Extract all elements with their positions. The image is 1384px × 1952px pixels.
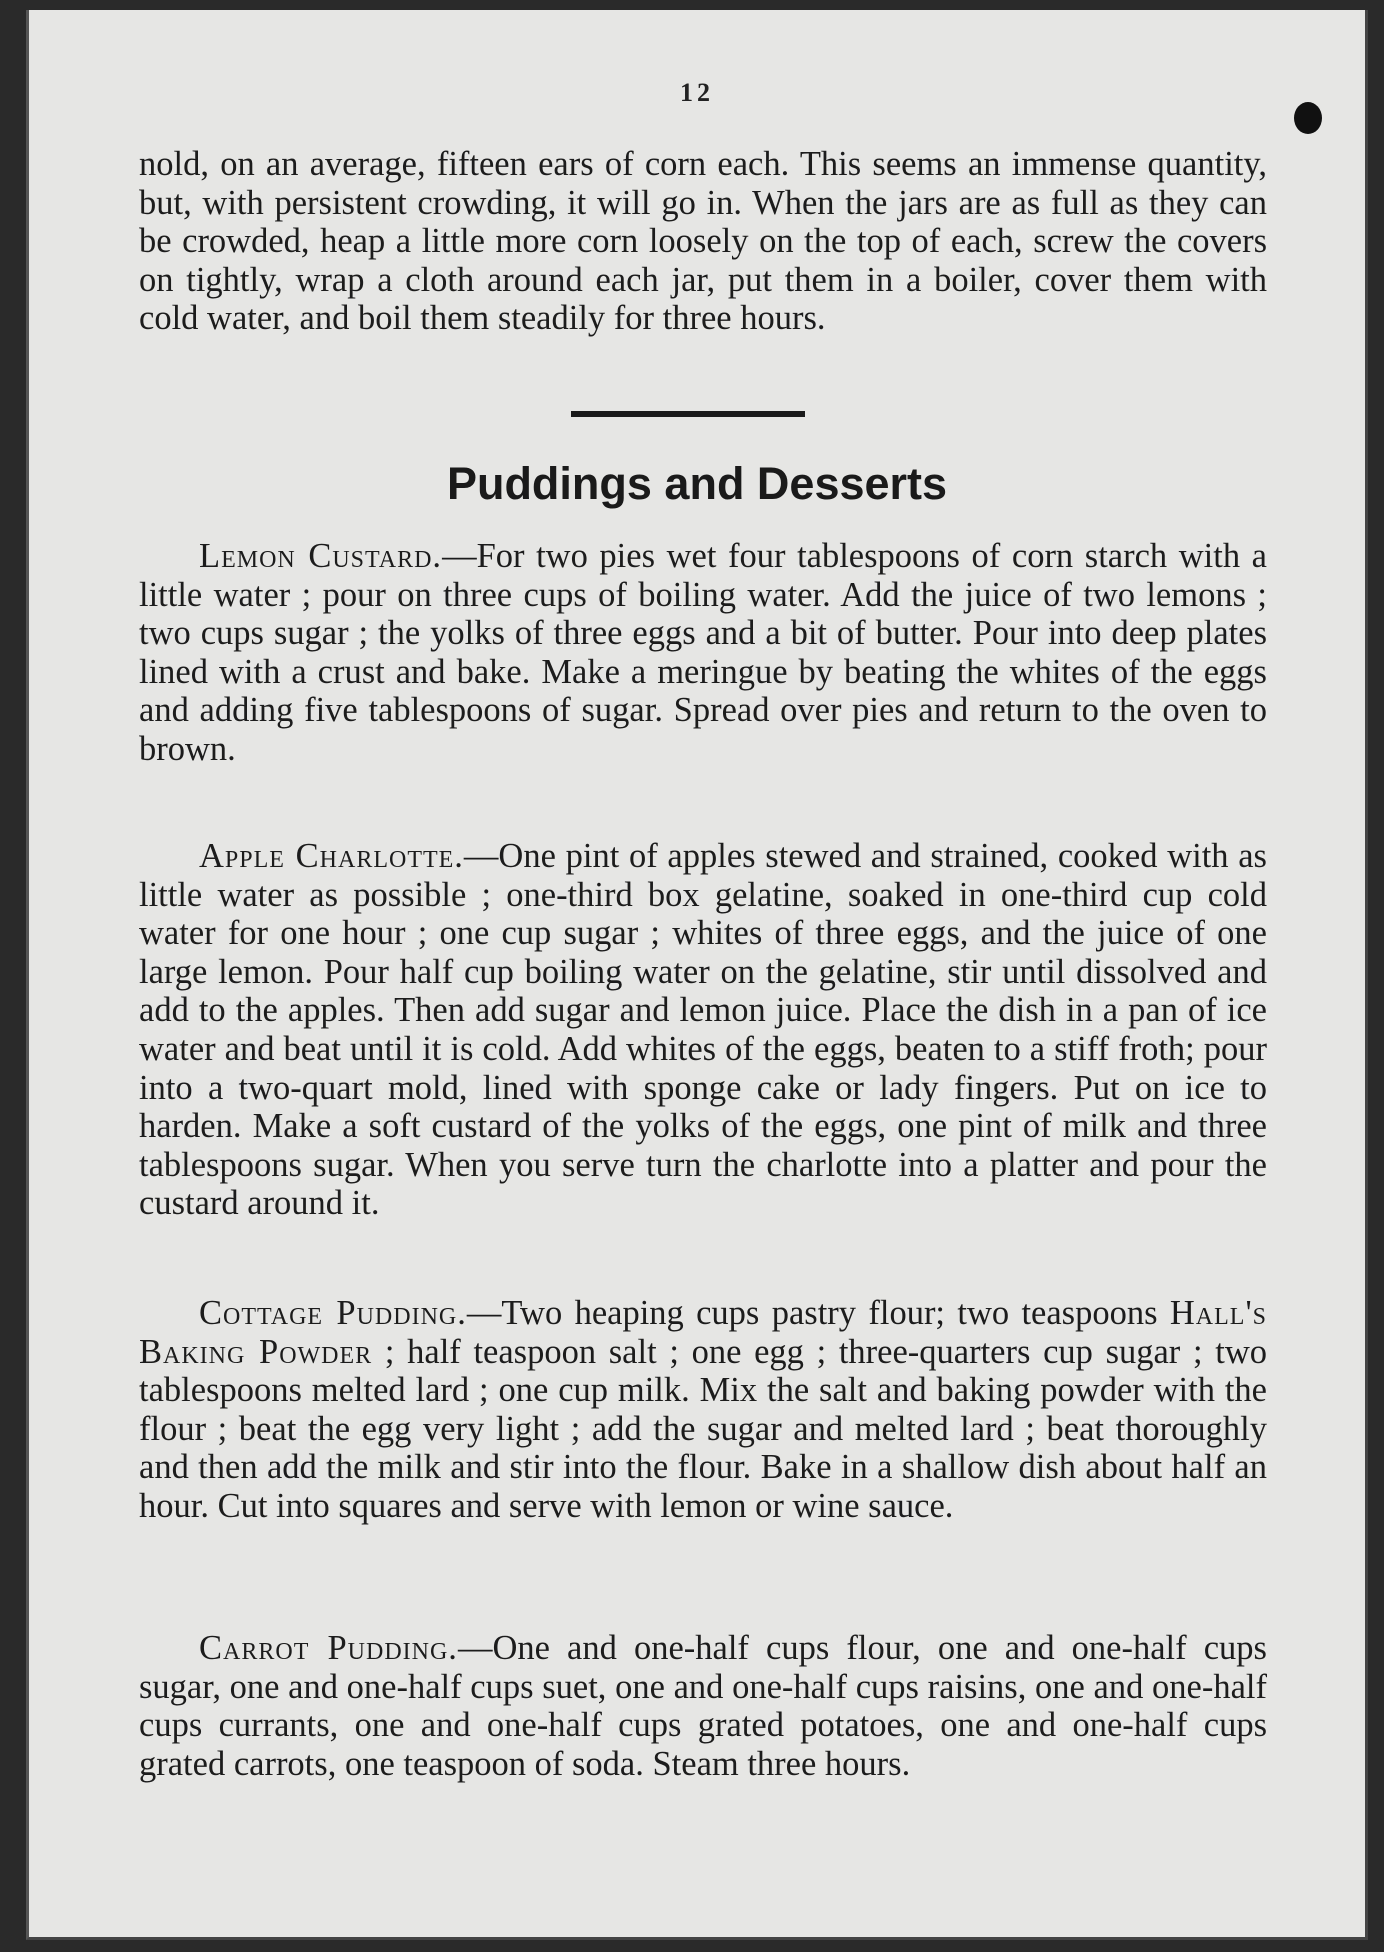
section-divider: [571, 411, 805, 417]
recipe-apple-charlotte: [139, 837, 1267, 1223]
intro-paragraph: nold, on an average, fifteen ears of corn each. This seems an immense quantity, but, with persistent crowding, it will go in. When the jars are as full as they can be crowded, heap a little more corn loosely on the top of each, screw the covers on tightly, wrap a cloth around each jar, put them in a boiler, cover them with cold water, and boil them steadily for three hours.: [139, 145, 1267, 338]
recipe-body: —One pint of apples stewed and strained, cooked with as little water as possible ; one-third box gelatine, soaked in one-third cup cold water for one hour ; one cup sugar ; whites of three eggs, and the juice of one large lemon. Pour half cup boiling water on the gelatine, stir until dissolved and add to the apples. Then add sugar and lemon juice. Place the dish in a pan of ice water and beat until it is cold. Add whites of the eggs, beaten to a stiff froth; pour into a two-quart mold, lined with sponge cake or lady fingers. Put on ice to harden. Make a soft custard of the yolks of the eggs, one pint of milk and three tablespoons sugar. When you serve turn the charlotte into a platter and pour the custard around it.: [139, 837, 1267, 1223]
recipe-body: —One and one-half cups flour, one and one-half cups sugar, one and one-half cups suet, one and one-half cups raisins, one and one-half cups currants, one and one-half cups grated potatoes, one and one-half cups grated carrots, one teaspoon of soda. Steam three hours.: [139, 1629, 1267, 1783]
recipe-title: Carrot Pudding.: [199, 1629, 458, 1667]
recipe-body-continued: ; half teaspoon salt ; one egg ; three-quarters cup sugar ; two tablespoons melted lard ; one cup milk. Mix the salt and baking powder with the flour ; beat the egg very light ; add the sugar and melted lard ; beat thoroughly and then add the milk and stir into the flour. Bake in a shallow dish about half an hour. Cut into squares and serve with lemon or wine sauce.: [139, 1332, 1267, 1525]
section-heading: Puddings and Desserts: [446, 458, 948, 509]
brand-name: Hall's Baking Powder: [139, 1294, 1268, 1371]
recipe-title: Lemon Custard.: [199, 537, 443, 575]
recipe-title: Apple Charlotte.: [199, 837, 464, 875]
recipe-title: Cottage Pudding.: [199, 1294, 467, 1332]
book-page: [26, 10, 1368, 1940]
recipe-body: —For two pies wet four tablespoons of corn starch with a little water ; pour on three cups of boiling water. Add the juice of two lemons ; two cups sugar ; the yolks of three eggs and a bit of butter. Pour into deep plates lined with a crust and bake. Make a meringue by beating the whites of the eggs and adding five tablespoons of sugar. Spread over pies and return to the oven to brown.: [139, 537, 1267, 768]
page-number: 12: [680, 78, 714, 107]
recipe-carrot-pudding: [139, 1629, 1267, 1783]
recipe-cottage-pudding: [139, 1294, 1267, 1526]
recipe-body: —Two heaping cups pastry flour; two teaspoons: [466, 1294, 1170, 1332]
recipe-lemon-custard: [139, 537, 1267, 769]
